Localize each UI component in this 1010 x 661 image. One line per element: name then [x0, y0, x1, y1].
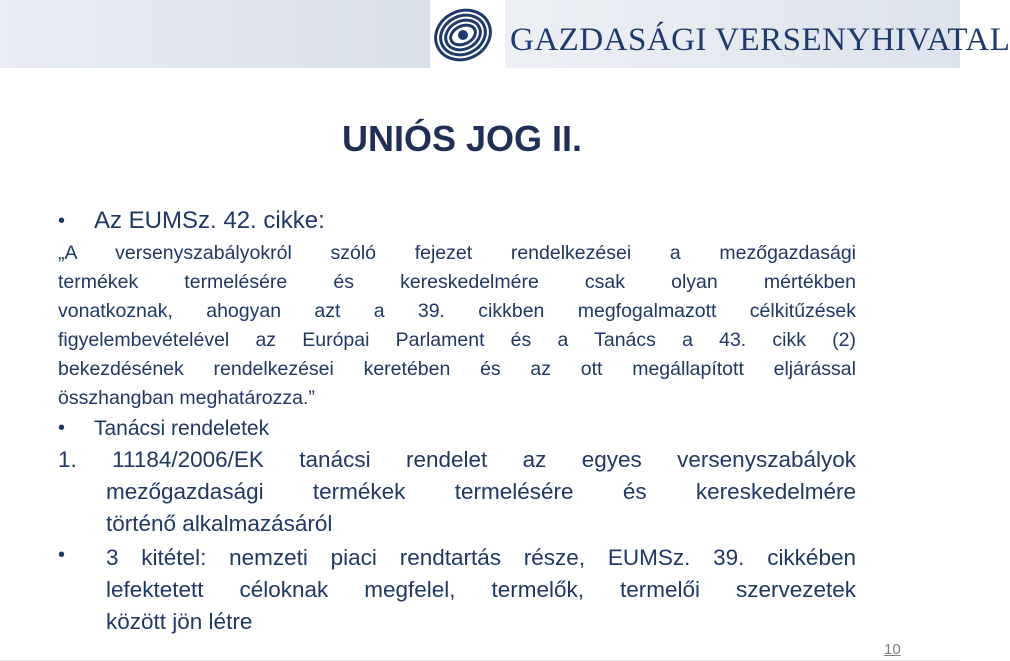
gvh-swirl-logo-icon — [430, 2, 496, 68]
bullet-icon: • — [58, 417, 66, 439]
bullet-line: között jön létre — [106, 609, 253, 634]
page-number[interactable]: 10 — [884, 641, 901, 658]
org-name: GAZDASÁGI VERSENYHIVATAL — [510, 22, 1010, 58]
slide-content — [58, 205, 856, 638]
numbered-line: mezőgazdasági termékek termelésére és kereskedelmére — [106, 479, 856, 504]
numbered-line: történő alkalmazásáról — [106, 511, 333, 536]
bullet-item-eumsz — [58, 205, 856, 237]
bullet-icon: • — [58, 544, 66, 566]
slide-title: UNIÓS JOG II. — [342, 118, 583, 159]
quote-line: vonatkoznak, ahogyan azt a 39. cikkben megfogalmazott célkitűzések — [58, 300, 856, 322]
numbered-line: 1. 11184/2006/EK tanácsi rendelet az egyes versenyszabályok — [58, 447, 856, 472]
quote-line: bekezdésének rendelkezései keretében és az ott megállapított eljárással — [58, 358, 856, 380]
quote-line: figyelembevételével az Európai Parlament és a Tanács a 43. cikk (2) — [58, 329, 856, 351]
header-left-banner — [0, 0, 430, 68]
bullet-heading: Tanácsi rendeletek — [94, 417, 270, 440]
bullet-line: lefektetett céloknak megfelel, termelők, termelői szervezetek — [106, 577, 856, 602]
bullet-item-tanacsi — [58, 413, 856, 444]
quote-line: összhangban meghatározza.” — [58, 387, 315, 409]
bullet-item-kitetel — [58, 542, 856, 638]
bullet-icon: • — [58, 210, 66, 232]
header-band — [0, 0, 1010, 70]
bullet-heading: Az EUMSz. 42. cikke: — [94, 207, 325, 234]
bullet-line: 3 kitétel: nemzeti piaci rendtartás része, EUMSz. 39. cikkében — [106, 545, 856, 570]
quote-line: termékek termelésére és kereskedelmére csak olyan mértékben — [58, 271, 856, 293]
quote-line: „A versenyszabályokról szóló fejezet rendelkezései a mezőgazdasági — [58, 242, 856, 264]
